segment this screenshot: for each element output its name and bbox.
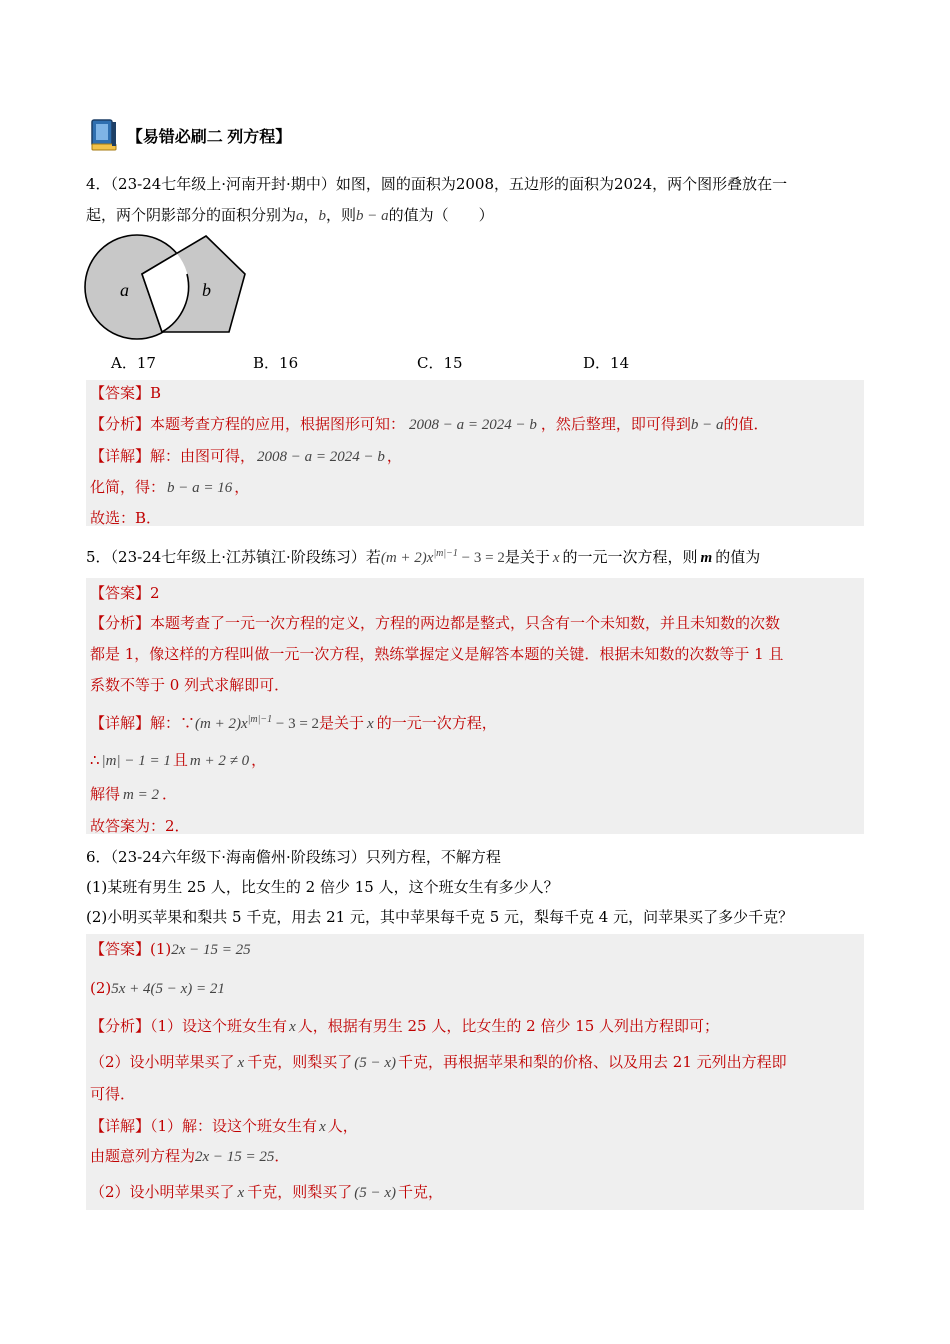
q6-analysis1-end: 人，根据有男生 25 人，比女生的 2 倍少 15 人列出方程即可； <box>297 1017 720 1035</box>
label-b: b <box>202 280 211 300</box>
q5-stem-mid2: 的一元一次方程，则 <box>562 548 698 566</box>
q6-analysis1-text: （1）设这个班女生有 <box>150 1017 288 1035</box>
book-icon <box>88 118 120 152</box>
q4-stem-text: 起，两个阴影部分的面积分别为 <box>86 206 297 224</box>
q4-analysis-text: 本题考查方程的应用，根据图形可知： <box>150 415 406 433</box>
q4-detail-text: 解：由图可得， <box>150 447 256 465</box>
q5-analysis-line3: 系数不等于 0 列式求解即可． <box>90 676 290 694</box>
q4-mid: ，则 <box>326 206 357 224</box>
q6-analysis2-mid: 千克，则梨买了 <box>247 1053 353 1071</box>
q4-analysis-expr: b − a <box>690 417 724 433</box>
q4-detail-eq: 2008 − a = 2024 − b <box>257 449 385 465</box>
q6-detail-line3 <box>90 1182 443 1203</box>
analysis-tag: 【分析】 <box>90 1017 151 1035</box>
q5-conditions-line <box>90 750 266 771</box>
q5-stem-mid: 是关于 <box>504 548 550 566</box>
q5-equation-tail: − 3 = 2 <box>457 550 505 566</box>
q4-analysis-eq: 2008 − a = 2024 − b <box>409 417 537 433</box>
q5-var-m: m <box>700 550 713 566</box>
q6-detail1-text: （1）解：设这个班女生有 <box>150 1117 318 1135</box>
q6-detail1b-text: 由题意列方程为 <box>90 1147 196 1165</box>
q4-detail-end: ， <box>386 447 402 465</box>
q6-analysis-line2 <box>90 1052 787 1073</box>
q6-sub2: (2)小明买苹果和梨共 5 千克，用去 21 元，其中苹果每千克 5 元，梨每千克 4 元，问苹果买了多少千克？ <box>86 908 794 926</box>
q5-cond2: m + 2 ≠ 0 <box>189 753 250 769</box>
q6-detail2-end: 千克， <box>398 1183 444 1201</box>
q5-stem-end: 的值为 <box>715 548 761 566</box>
q5-detail-var: x <box>367 716 374 732</box>
q4-conclusion: 故选：B． <box>90 509 162 527</box>
q4-sep: ， <box>303 206 319 224</box>
q6-detail1-end: 人， <box>327 1117 358 1135</box>
q6-detail1b-end: ． <box>274 1147 290 1165</box>
q5-analysis-line2: 都是 1，像这样的方程叫做一元一次方程，熟练掌握定义是解答本题的关键．根据未知数的次数等于 1 且 <box>90 645 784 663</box>
q5-solve-text: 解得 <box>90 785 121 803</box>
q4-simplify-text: 化简，得： <box>90 478 166 496</box>
label-a: a <box>120 280 129 300</box>
q6-ans1-pre: (1) <box>150 940 172 958</box>
q5-detail-mid: 是关于 <box>319 714 365 732</box>
q6-stem: 6．（23-24六年级下·海南儋州·阶段练习）只列方程，不解方程 <box>86 848 501 866</box>
q5-exponent: |m|−1 <box>433 548 458 559</box>
q5-answer-block <box>86 578 864 834</box>
q5-stem <box>86 546 760 567</box>
q6-answer-block <box>86 934 864 1210</box>
q4-answer: B <box>150 384 162 402</box>
q6-analysis2-var: x <box>237 1055 245 1071</box>
q4-analysis-line <box>90 414 769 435</box>
answer-tag: 【答案】 <box>90 584 151 602</box>
q4-var-a: a <box>296 208 304 224</box>
q6-answer-line2 <box>90 978 225 999</box>
q6-detail1b-eq: 2x − 15 = 25 <box>195 1149 275 1165</box>
q6-detail2-expr: (5 − x) <box>354 1185 397 1201</box>
detail-tag: 【详解】 <box>90 714 151 732</box>
q5-analysis-line1 <box>90 613 780 633</box>
q6-ans1-eq: 2x − 15 = 25 <box>171 942 251 958</box>
q4-option-a[interactable]: A．17 <box>111 354 156 372</box>
analysis-tag: 【分析】 <box>90 614 151 632</box>
q5-solve-line <box>90 784 177 805</box>
q6-analysis2-end: 千克，再根据苹果和梨的价格、以及用去 21 元列出方程即 <box>398 1053 787 1071</box>
q5-detail-eq: (m + 2)x <box>195 716 248 732</box>
q4-option-c[interactable]: C．15 <box>417 354 463 372</box>
q5-answer: 2 <box>150 584 160 602</box>
q6-ans2-eq: 5x + 4(5 − x) = 21 <box>111 981 225 997</box>
q6-detail-line2 <box>90 1146 289 1167</box>
q5-solve-eq: m = 2 <box>123 787 159 803</box>
q4-detail-line <box>90 446 402 467</box>
q5-analysis-text1: 本题考查了一元一次方程的定义，方程的两边都是整式，只含有一个未知数，并且未知数的次数 <box>150 614 781 632</box>
q5-detail-exponent: |m|−1 <box>247 714 273 725</box>
circle-pentagon-figure <box>84 232 254 342</box>
q4-answer-block <box>86 380 864 526</box>
analysis-tag: 【分析】 <box>90 415 151 433</box>
q5-detail-eq-tail: − 3 = 2 <box>272 716 320 732</box>
q5-cond-and: 且 <box>172 751 188 769</box>
q6-analysis-line3: 可得． <box>90 1085 136 1103</box>
q5-cond1: |m| − 1 = 1 <box>101 753 171 769</box>
section-header <box>88 118 291 152</box>
answer-tag: 【答案】 <box>90 940 151 958</box>
q4-expr: b − a <box>356 208 389 224</box>
q4-option-b[interactable]: B．16 <box>253 354 299 372</box>
q6-analysis1-var: x <box>289 1019 296 1035</box>
q6-answer-line1 <box>90 939 251 960</box>
q4-option-d[interactable]: D．14 <box>583 354 630 372</box>
q6-detail2-mid: 千克，则梨买了 <box>247 1183 353 1201</box>
detail-tag: 【详解】 <box>90 447 151 465</box>
q4-var-b: b <box>318 208 327 224</box>
q6-analysis2-text: （2）设小明苹果买了 <box>90 1053 235 1071</box>
q4-analysis-mid: ，然后整理，即可得到 <box>540 415 691 433</box>
q5-detail-end: 的一元一次方程， <box>376 714 497 732</box>
q4-answer-line <box>90 383 161 403</box>
q4-stem-line1: 4．（23-24七年级上·河南开封·期中）如图，圆的面积为2008，五边形的面积为2024，两个图形叠放在一 <box>86 175 788 193</box>
q6-analysis2-expr: (5 − x) <box>354 1055 397 1071</box>
section-title: 【易错必刷二 列方程】 <box>126 128 292 146</box>
q5-var-x: x <box>552 550 560 566</box>
q6-detail2-var: x <box>237 1185 245 1201</box>
q5-answer-line <box>90 583 160 603</box>
q6-detail2-text: （2）设小明苹果买了 <box>90 1183 235 1201</box>
therefore-symbol: ∴ <box>90 751 100 769</box>
q6-sub1: (1)某班有男生 25 人，比女生的 2 倍少 15 人，这个班女生有多少人？ <box>86 878 559 896</box>
q4-simplify-eq: b − a = 16 <box>167 480 233 496</box>
q5-conclusion: 故答案为：2． <box>90 817 190 835</box>
q5-cond-end: ， <box>251 751 267 769</box>
q5-detail-text: 解：∵ <box>150 714 196 732</box>
q4-stem-line2 <box>86 204 494 225</box>
q4-simplify-line <box>90 477 249 498</box>
q4-simplify-end: ， <box>234 478 250 496</box>
q5-detail-line <box>90 710 497 734</box>
q4-analysis-end: 的值． <box>723 415 769 433</box>
answer-tag: 【答案】 <box>90 384 151 402</box>
q6-analysis-line1 <box>90 1016 719 1037</box>
q6-detail1-var: x <box>319 1119 326 1135</box>
q5-solve-end: ． <box>161 785 177 803</box>
q5-stem-text: 5．（23-24七年级上·江苏镇江·阶段练习）若 <box>86 548 381 566</box>
q6-ans2-pre: (2) <box>90 979 112 997</box>
detail-tag: 【详解】 <box>90 1117 151 1135</box>
q6-detail-line1 <box>90 1116 358 1137</box>
q5-equation: (m + 2)x <box>380 550 434 566</box>
q4-stem-end: 的值为（ ） <box>388 206 494 224</box>
